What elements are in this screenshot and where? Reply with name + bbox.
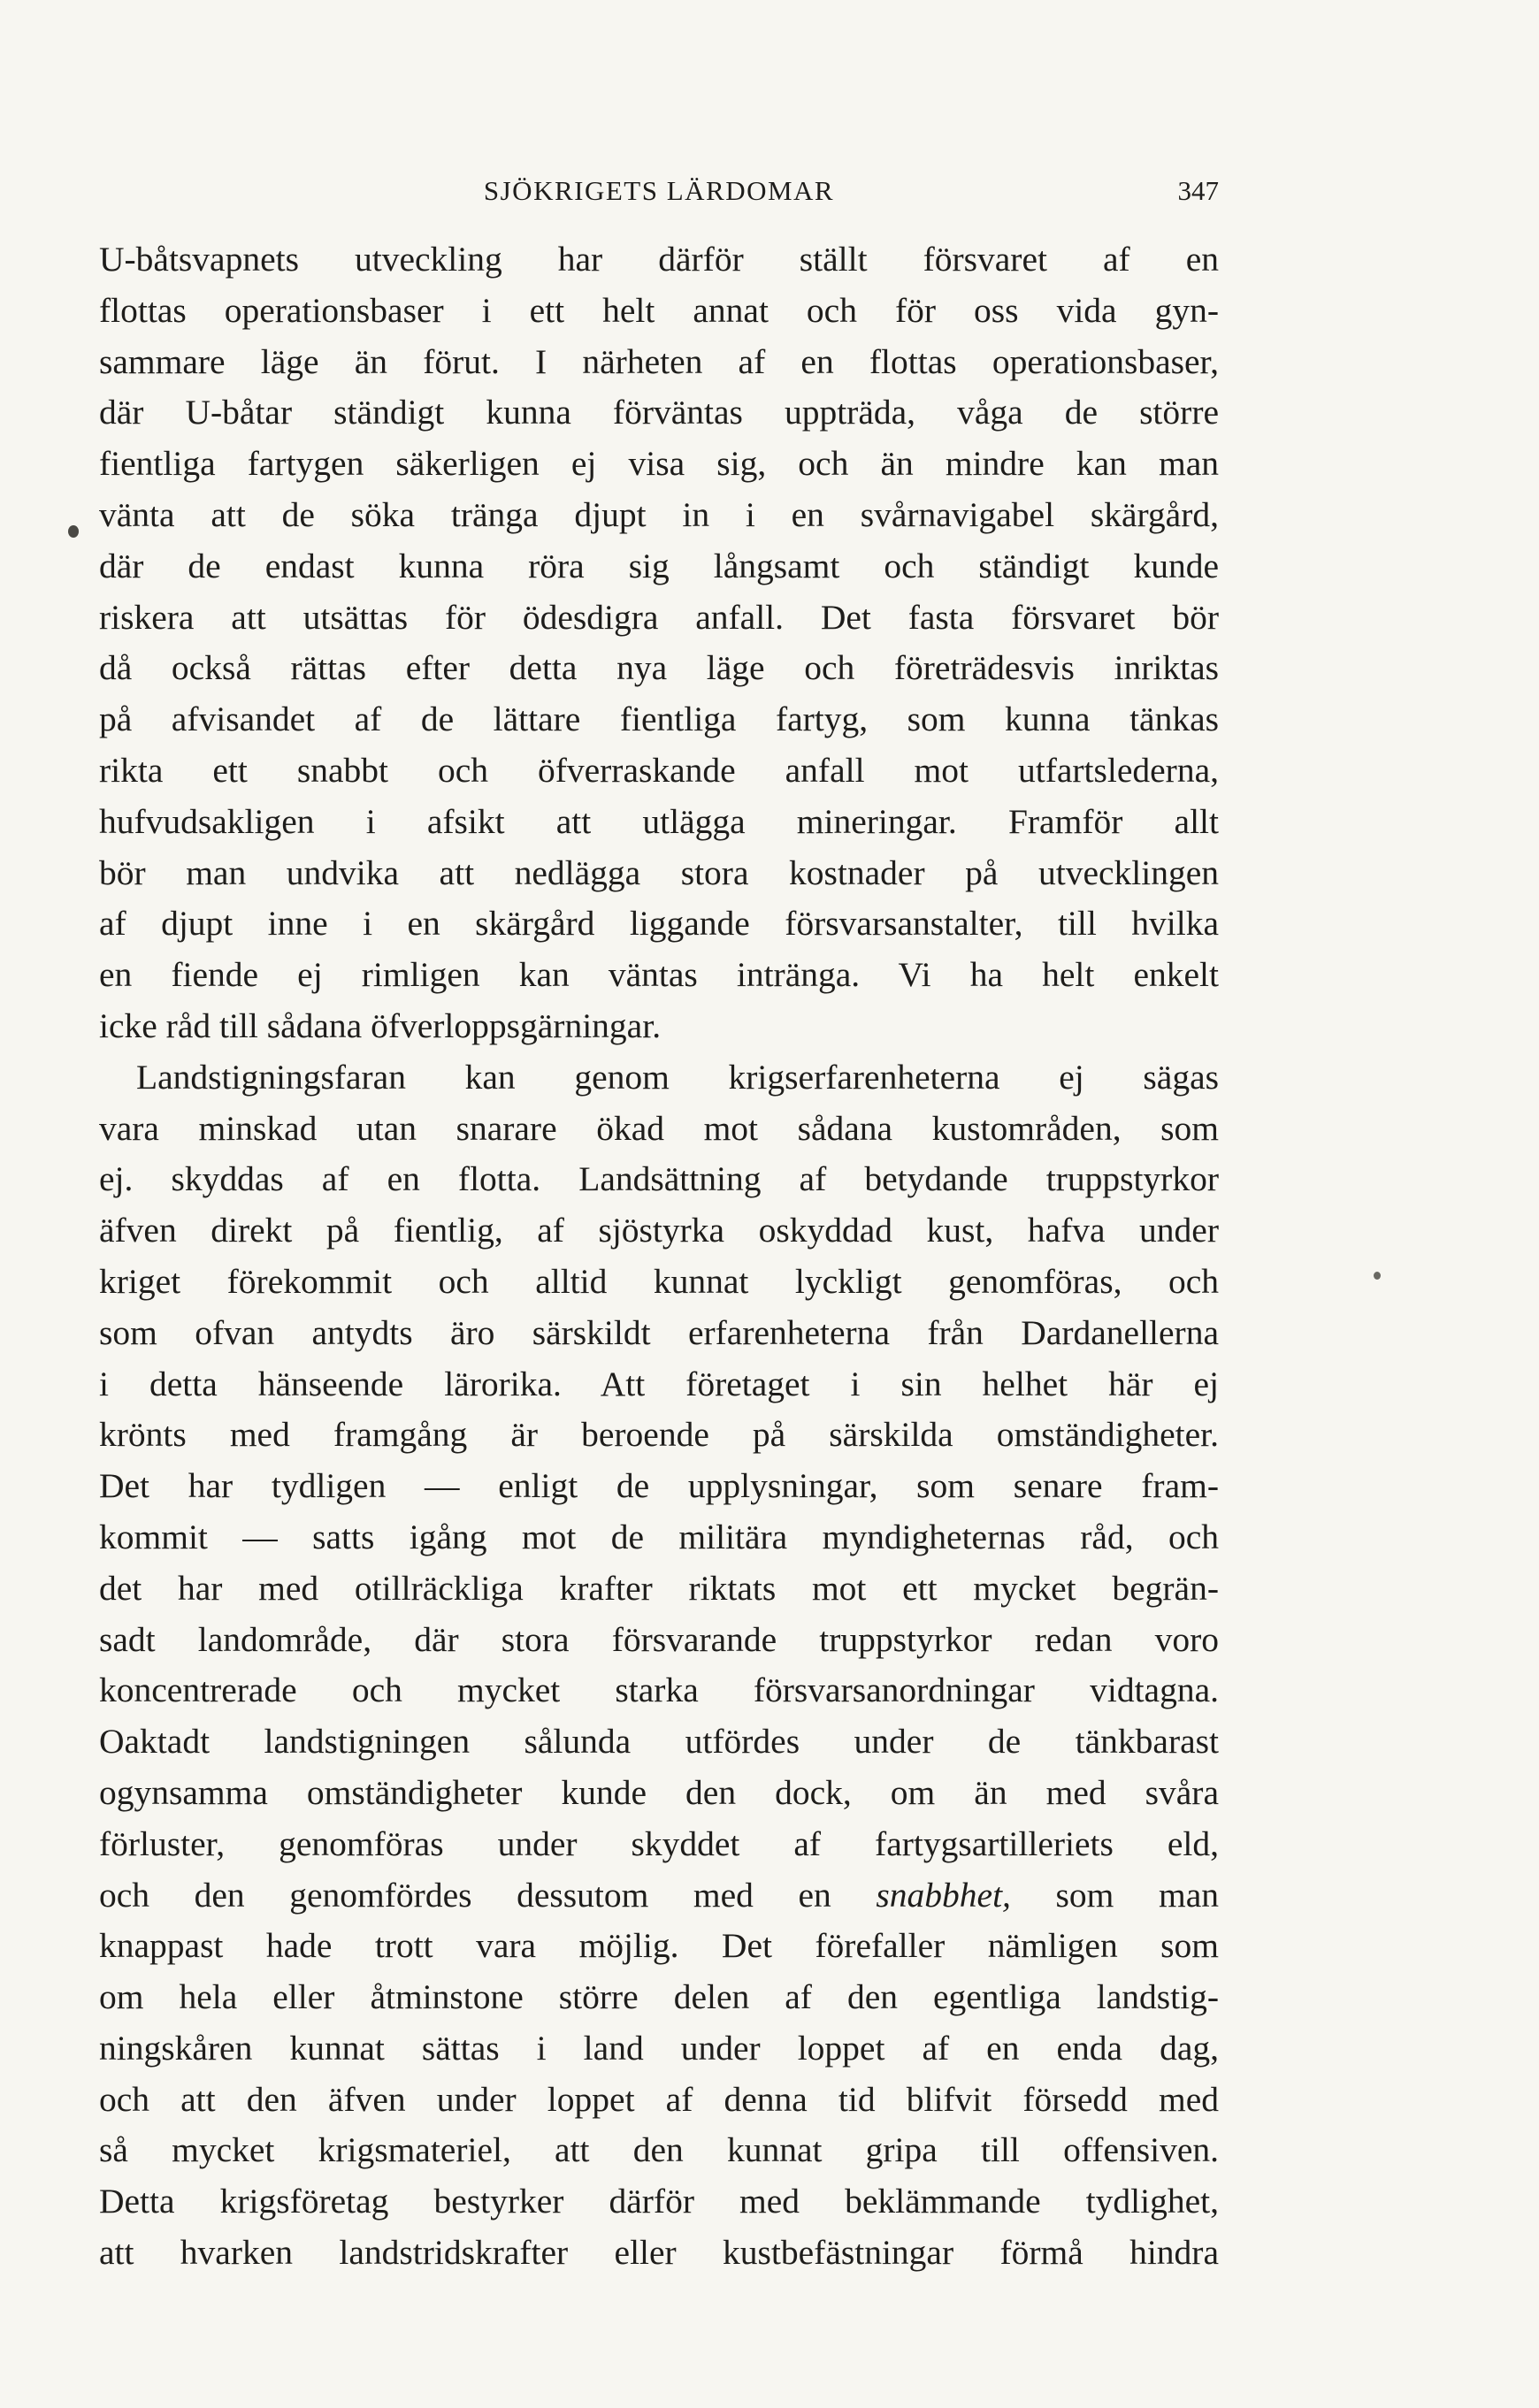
text-line: då också rättas efter detta nya läge och företrädesvis inriktas: [99, 648, 1219, 688]
text-line: kommit — satts igång mot de militära myndigheternas råd, och: [99, 1517, 1219, 1556]
running-title: SJÖKRIGETS LÄRDOMAR: [483, 175, 835, 206]
running-head: [99, 173, 1219, 209]
text-line: där de endast kunna röra sig långsamt och ständigt kunde: [99, 546, 1219, 585]
text-line: ej. skyddas af en flotta. Landsättning af betydande truppstyrkor: [99, 1159, 1219, 1199]
text-line: förluster, genomföras under skyddet af fartygsartilleriets eld,: [99, 1823, 1219, 1863]
text-line: bör man undvika att nedlägga stora kostnader på utvecklingen: [99, 852, 1219, 892]
text-line: Oaktadt landstigningen sålunda utfördes under de tänkbarast: [99, 1722, 1219, 1762]
text-fragment: och den genomfördes dessutom med en: [99, 1875, 831, 1915]
text-line: ningskåren kunnat sättas i land under loppet af en enda dag,: [99, 2028, 1219, 2068]
text-line: koncentrerade och mycket starka försvarsanordningar vidtagna.: [99, 1670, 1219, 1710]
text-line: att hvarken landstridskrafter eller kustbefästningar förmå hindra: [99, 2233, 1219, 2273]
text-line: icke råd till sådana öfverloppsgärningar.: [99, 1005, 662, 1045]
text-line: krönts med framgång är beroende på särskilda omständigheter.: [99, 1415, 1219, 1455]
text-line: riskera att utsättas för ödesdigra anfall. Det fasta försvaret bör: [99, 597, 1219, 637]
text-line: äfven direkt på fientlig, af sjöstyrka oskyddad kust, hafva under: [99, 1211, 1219, 1250]
ink-speck: [1374, 1272, 1381, 1280]
text-line: Det har tydligen — enligt de upplysningar, som senare fram-: [99, 1466, 1219, 1506]
text-line: af djupt inne i en skärgård liggande försvarsanstalter, till hvilka: [99, 904, 1219, 944]
text-line: sammare läge än förut. I närheten af en flottas operationsbaser,: [99, 341, 1219, 381]
text-line: en fiende ej rimligen kan väntas intränga. Vi ha helt enkelt: [99, 955, 1219, 995]
text-line: [99, 1870, 1219, 1922]
text-line: så mycket krigsmateriel, att den kunnat gripa till offensiven.: [99, 2130, 1219, 2170]
text-line: rikta ett snabbt och öfverraskande anfall mot utfartslederna,: [99, 750, 1219, 790]
text-line: på afvisandet af de lättare fientliga fartyg, som kunna tänkas: [99, 699, 1219, 739]
text-line: och att den äfven under loppet af denna tid blifvit försedd med: [99, 2079, 1219, 2119]
text-line: flottas operationsbaser i ett helt annat och för oss vida gyn-: [99, 290, 1219, 330]
body-text: [99, 234, 1219, 2279]
text-line: vara minskad utan snarare ökad mot sådana kustområden, som: [99, 1108, 1219, 1148]
text-line: i detta hänseende lärorika. Att företaget i sin helhet här ej: [99, 1364, 1219, 1403]
text-line: det har med otillräckliga krafter riktats mot ett mycket begrän-: [99, 1568, 1219, 1608]
text-line: sadt landområde, där stora försvarande truppstyrkor redan voro: [99, 1619, 1219, 1659]
text-line: knappast hade trott vara möjlig. Det förefaller nämligen som: [99, 1926, 1219, 1966]
text-line: ogynsamma omständigheter kunde den dock, om än med svåra: [99, 1772, 1219, 1812]
text-line: vänta att de söka tränga djupt in i en svårnavigabel skärgård,: [99, 494, 1219, 534]
text-line: där U-båtar ständigt kunna förväntas uppträda, våga de större: [99, 393, 1219, 432]
text-line: Landstigningsfaran kan genom krigserfarenheterna ej sägas: [136, 1057, 1219, 1097]
text-line: Detta krigsföretag bestyrker därför med beklämmande tydlighet,: [99, 2182, 1219, 2221]
text-fragment: som man: [1055, 1875, 1220, 1915]
text-line: U-båtsvapnets utveckling har därför ställt försvaret af en: [99, 240, 1219, 279]
text-line: kriget förekommit och alltid kunnat lyckligt genomföras, och: [99, 1261, 1219, 1301]
text-line: hufvudsakligen i afsikt att utlägga mineringar. Framför allt: [99, 801, 1219, 841]
page-number: 347: [1177, 175, 1219, 206]
emphasized-word: snabbhet,: [876, 1875, 1011, 1915]
text-line: fientliga fartygen säkerligen ej visa sig, och än mindre kan man: [99, 444, 1219, 484]
text-line: om hela eller åtminstone större delen af den egentliga landstig-: [99, 1977, 1219, 2017]
text-line: som ofvan antydts äro särskildt erfarenheterna från Dardanellerna: [99, 1312, 1219, 1352]
ink-speck: [68, 525, 79, 538]
